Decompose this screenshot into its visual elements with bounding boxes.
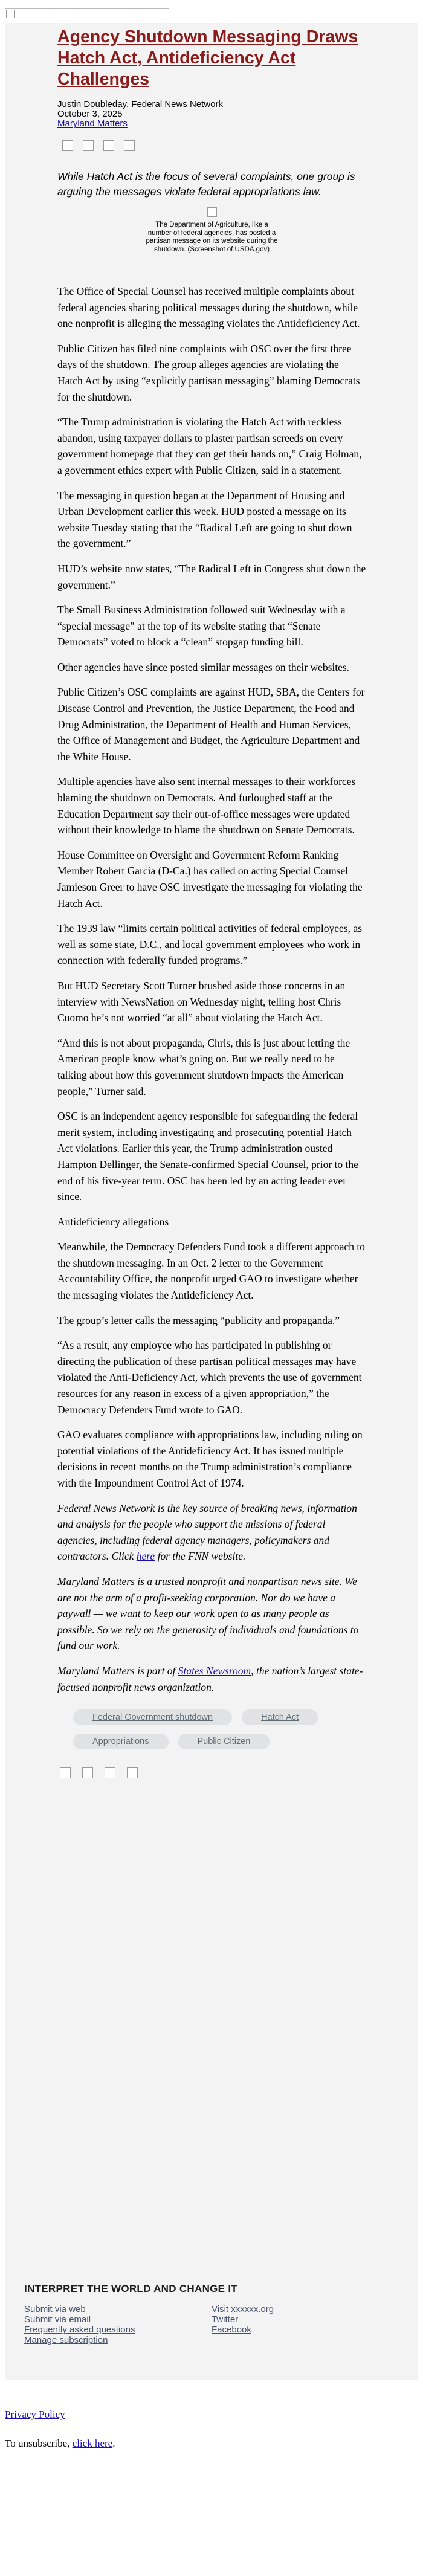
fnn-note — [57, 1500, 366, 1564]
body-paragraph: “And this is not about propaganda, Chris, this is just about letting the American people know what’s going on. But we really need to be talking about how this government shutdown impacts the American people,” Turner said. — [57, 1036, 350, 1097]
share-linkedin-icon[interactable] — [103, 140, 114, 151]
figure-caption: The Department of Agriculture, like a number of federal agencies, has posted a partisan message on its website during the shutdown. (Screenshot of USDA.gov) — [146, 221, 278, 253]
tag-public-citizen[interactable]: Public Citizen — [178, 1734, 270, 1749]
visit-site-link[interactable]: Visit xxxxxx.org — [212, 2304, 274, 2314]
social-twitter-icon[interactable] — [82, 1767, 93, 1778]
share-twitter-icon[interactable] — [83, 140, 94, 151]
article-figure — [57, 207, 366, 254]
maryland-matters-note: Maryland Matters is a trusted nonprofit and nonpartisan news site. We are not the arm of a profit-seeking corporation. Nor do we have a paywall — we want to keep our work open to as many people as possible. So we rely on the generosity of individuals and foundations to fund our work. — [57, 1575, 359, 1652]
footer — [24, 2283, 399, 2345]
tag-list — [57, 1709, 327, 1749]
social-email-icon[interactable] — [127, 1767, 138, 1778]
source-link[interactable]: Maryland Matters — [57, 118, 128, 129]
body-paragraph: Public Citizen has filed nine complaints with OSC over the first three days of the shutdown. The group alleges agencies are violating the Hatch Act by using “explicitly partisan messaging” blaming Democrats for the shutdown. — [57, 342, 360, 403]
section-subhead: Antideficiency allegations — [57, 1215, 169, 1228]
byline: Justin Doubleday, Federal News Network — [57, 99, 224, 109]
social-linkedin-icon[interactable] — [105, 1767, 115, 1778]
submit-email-link[interactable]: Submit via email — [24, 2314, 91, 2325]
tag-hatch-act[interactable]: Hatch Act — [242, 1709, 318, 1725]
body-paragraph: But HUD Secretary Scott Turner brushed aside those concerns in an interview with NewsNation on Wednesday night, telling host Chris Cuomo he’s not worried “at all” about violating the Hatch Act. — [57, 979, 346, 1024]
privacy-policy-link[interactable]: Privacy Policy — [5, 2409, 65, 2420]
social-icons — [60, 1767, 366, 1781]
article-body — [57, 283, 366, 1695]
unsubscribe-line — [5, 2438, 115, 2450]
broken-image-icon — [6, 10, 15, 18]
share-icons — [62, 140, 366, 153]
tag-appropriations[interactable]: Appropriations — [73, 1734, 169, 1749]
body-paragraph: The group’s letter calls the messaging “publicity and propaganda.” — [57, 1314, 340, 1326]
article-lede: While Hatch Act is the focus of several complaints, one group is arguing the messages violate federal appropriations law. — [57, 170, 355, 198]
footer-left-links — [24, 2304, 212, 2345]
states-newsroom-text-end: , the nation’s largest state-focused nonprofit news organization. — [57, 1664, 363, 1693]
unsubscribe-text: To unsubscribe, — [5, 2438, 73, 2449]
tag-federal-government-shutdown[interactable]: Federal Government shutdown — [73, 1709, 232, 1725]
fnn-link[interactable]: here — [136, 1550, 155, 1563]
article-title[interactable]: Agency Shutdown Messaging Draws Hatch Act, Antideficiency Act Challenges — [57, 27, 358, 89]
header-banner-image — [5, 8, 169, 19]
footer-right-links — [212, 2304, 399, 2345]
body-paragraph: HUD’s website now states, “The Radical Left in Congress shut down the government.” — [57, 562, 366, 591]
article-meta — [57, 100, 366, 129]
body-paragraph: GAO evaluates compliance with appropriations law, including ruling on potential violations of the Antideficiency Act. It has issued multiple decisions in recent months on the Trump administration’s compliance with the Impoundment Control Act of 1974. — [57, 1428, 363, 1489]
body-paragraph: The 1939 law “limits certain political activities of federal employees, as well as some state, D.C., and local government employees who work in connection with federally funded programs.” — [57, 922, 362, 967]
body-paragraph: Meanwhile, the Democracy Defenders Fund took a different approach to the shutdown messaging. In an Oct. 2 letter to the Government Accountability Office, the nonprofit urged GAO to investigate whether the messaging violates the Antideficiency Act. — [57, 1241, 365, 1302]
broken-image-icon — [207, 207, 217, 217]
fnn-note-text: Federal News Network is the key source of breaking news, information and analysis for the people who support the missions of federal agencies, including federal agency managers, policymakers and contractors. Click — [57, 1502, 357, 1563]
article-content — [57, 27, 366, 1781]
faq-link[interactable]: Frequently asked questions — [24, 2325, 135, 2335]
social-facebook-icon[interactable] — [60, 1767, 71, 1778]
fnn-note-text-end: for the FNN website. — [155, 1550, 246, 1563]
body-paragraph: Other agencies have since posted similar messages on their websites. — [57, 660, 350, 673]
share-facebook-icon[interactable] — [62, 140, 73, 151]
manage-subscription-link[interactable]: Manage subscription — [24, 2335, 108, 2345]
unsubscribe-link[interactable]: click here — [72, 2438, 113, 2449]
footer-columns — [24, 2304, 399, 2345]
submit-web-link[interactable]: Submit via web — [24, 2304, 86, 2314]
body-paragraph: The Office of Special Counsel has received multiple complaints about federal agencies sharing political messages during the shutdown, while one nonprofit is alleging the messaging violates the Antideficiency Act. — [57, 285, 360, 330]
body-paragraph: The messaging in question began at the Department of Housing and Urban Development earlier this week. HUD posted a message on its website Tuesday stating that the “Radical Left are going to shut down the government.” — [57, 489, 352, 550]
footer-title: INTERPRET THE WORLD AND CHANGE IT — [24, 2283, 238, 2294]
publish-date: October 3, 2025 — [57, 109, 123, 119]
states-newsroom-text: Maryland Matters is part of — [57, 1664, 178, 1677]
body-paragraph: Multiple agencies have also sent internal messages to their workforces blaming the shutdown on Democrats. And furloughed staff at the Education Department say their out-of-office messages were updated without their knowledge to blame the shutdown on Senate Democrats. — [57, 775, 356, 836]
body-paragraph: “As a result, any employee who has participated in publishing or directing the publication of these partisan political messages may have violated the Anti-Deficiency Act, which prevents the use of government resources for any reason in excess of a given appropriation,” the Democracy Defenders Fund wrote to GAO. — [57, 1339, 362, 1416]
body-paragraph: The Small Business Administration followed suit Wednesday with a “special message” at the top of its website stating that “Senate Democrats” voted to block a “clean” stopgap funding bill. — [57, 604, 346, 648]
share-email-icon[interactable] — [124, 140, 135, 151]
unsubscribe-text-end: . — [112, 2438, 115, 2449]
body-paragraph: House Committee on Oversight and Government Reform Ranking Member Robert Garcia (D-Ca.) has called on acting Special Counsel Jamieson Greer to have OSC investigate the messaging for violating the Hatch Act. — [57, 848, 363, 909]
facebook-link[interactable]: Facebook — [212, 2325, 251, 2335]
body-paragraph: “The Trump administration is violating the Hatch Act with reckless abandon, using taxpayer dollars to plaster partisan screeds on every government homepage that they can get their hands on,” Craig Holman, a government ethics expert with Public Citizen, said in a statement. — [57, 416, 362, 476]
states-newsroom-note — [57, 1663, 366, 1695]
body-paragraph: Public Citizen’s OSC complaints are against HUD, SBA, the Centers for Disease Control and Prevention, the Justice Department, the Food and Drug Administration, the Department of Health and Human Services, the Office of Management and Budget, the Agriculture Department and the White House. — [57, 686, 365, 763]
twitter-link[interactable]: Twitter — [212, 2314, 239, 2325]
states-newsroom-link[interactable]: States Newsroom — [178, 1664, 251, 1677]
body-paragraph: OSC is an independent agency responsible for safeguarding the federal merit system, including investigating and prosecuting potential Hatch Act violations. Earlier this year, the Trump administration ousted Hampton Dellinger, the Senate-confirmed Special Counsel, prior to the end of his five-year term. OSC has been led by an acting leader ever since. — [57, 1110, 358, 1203]
